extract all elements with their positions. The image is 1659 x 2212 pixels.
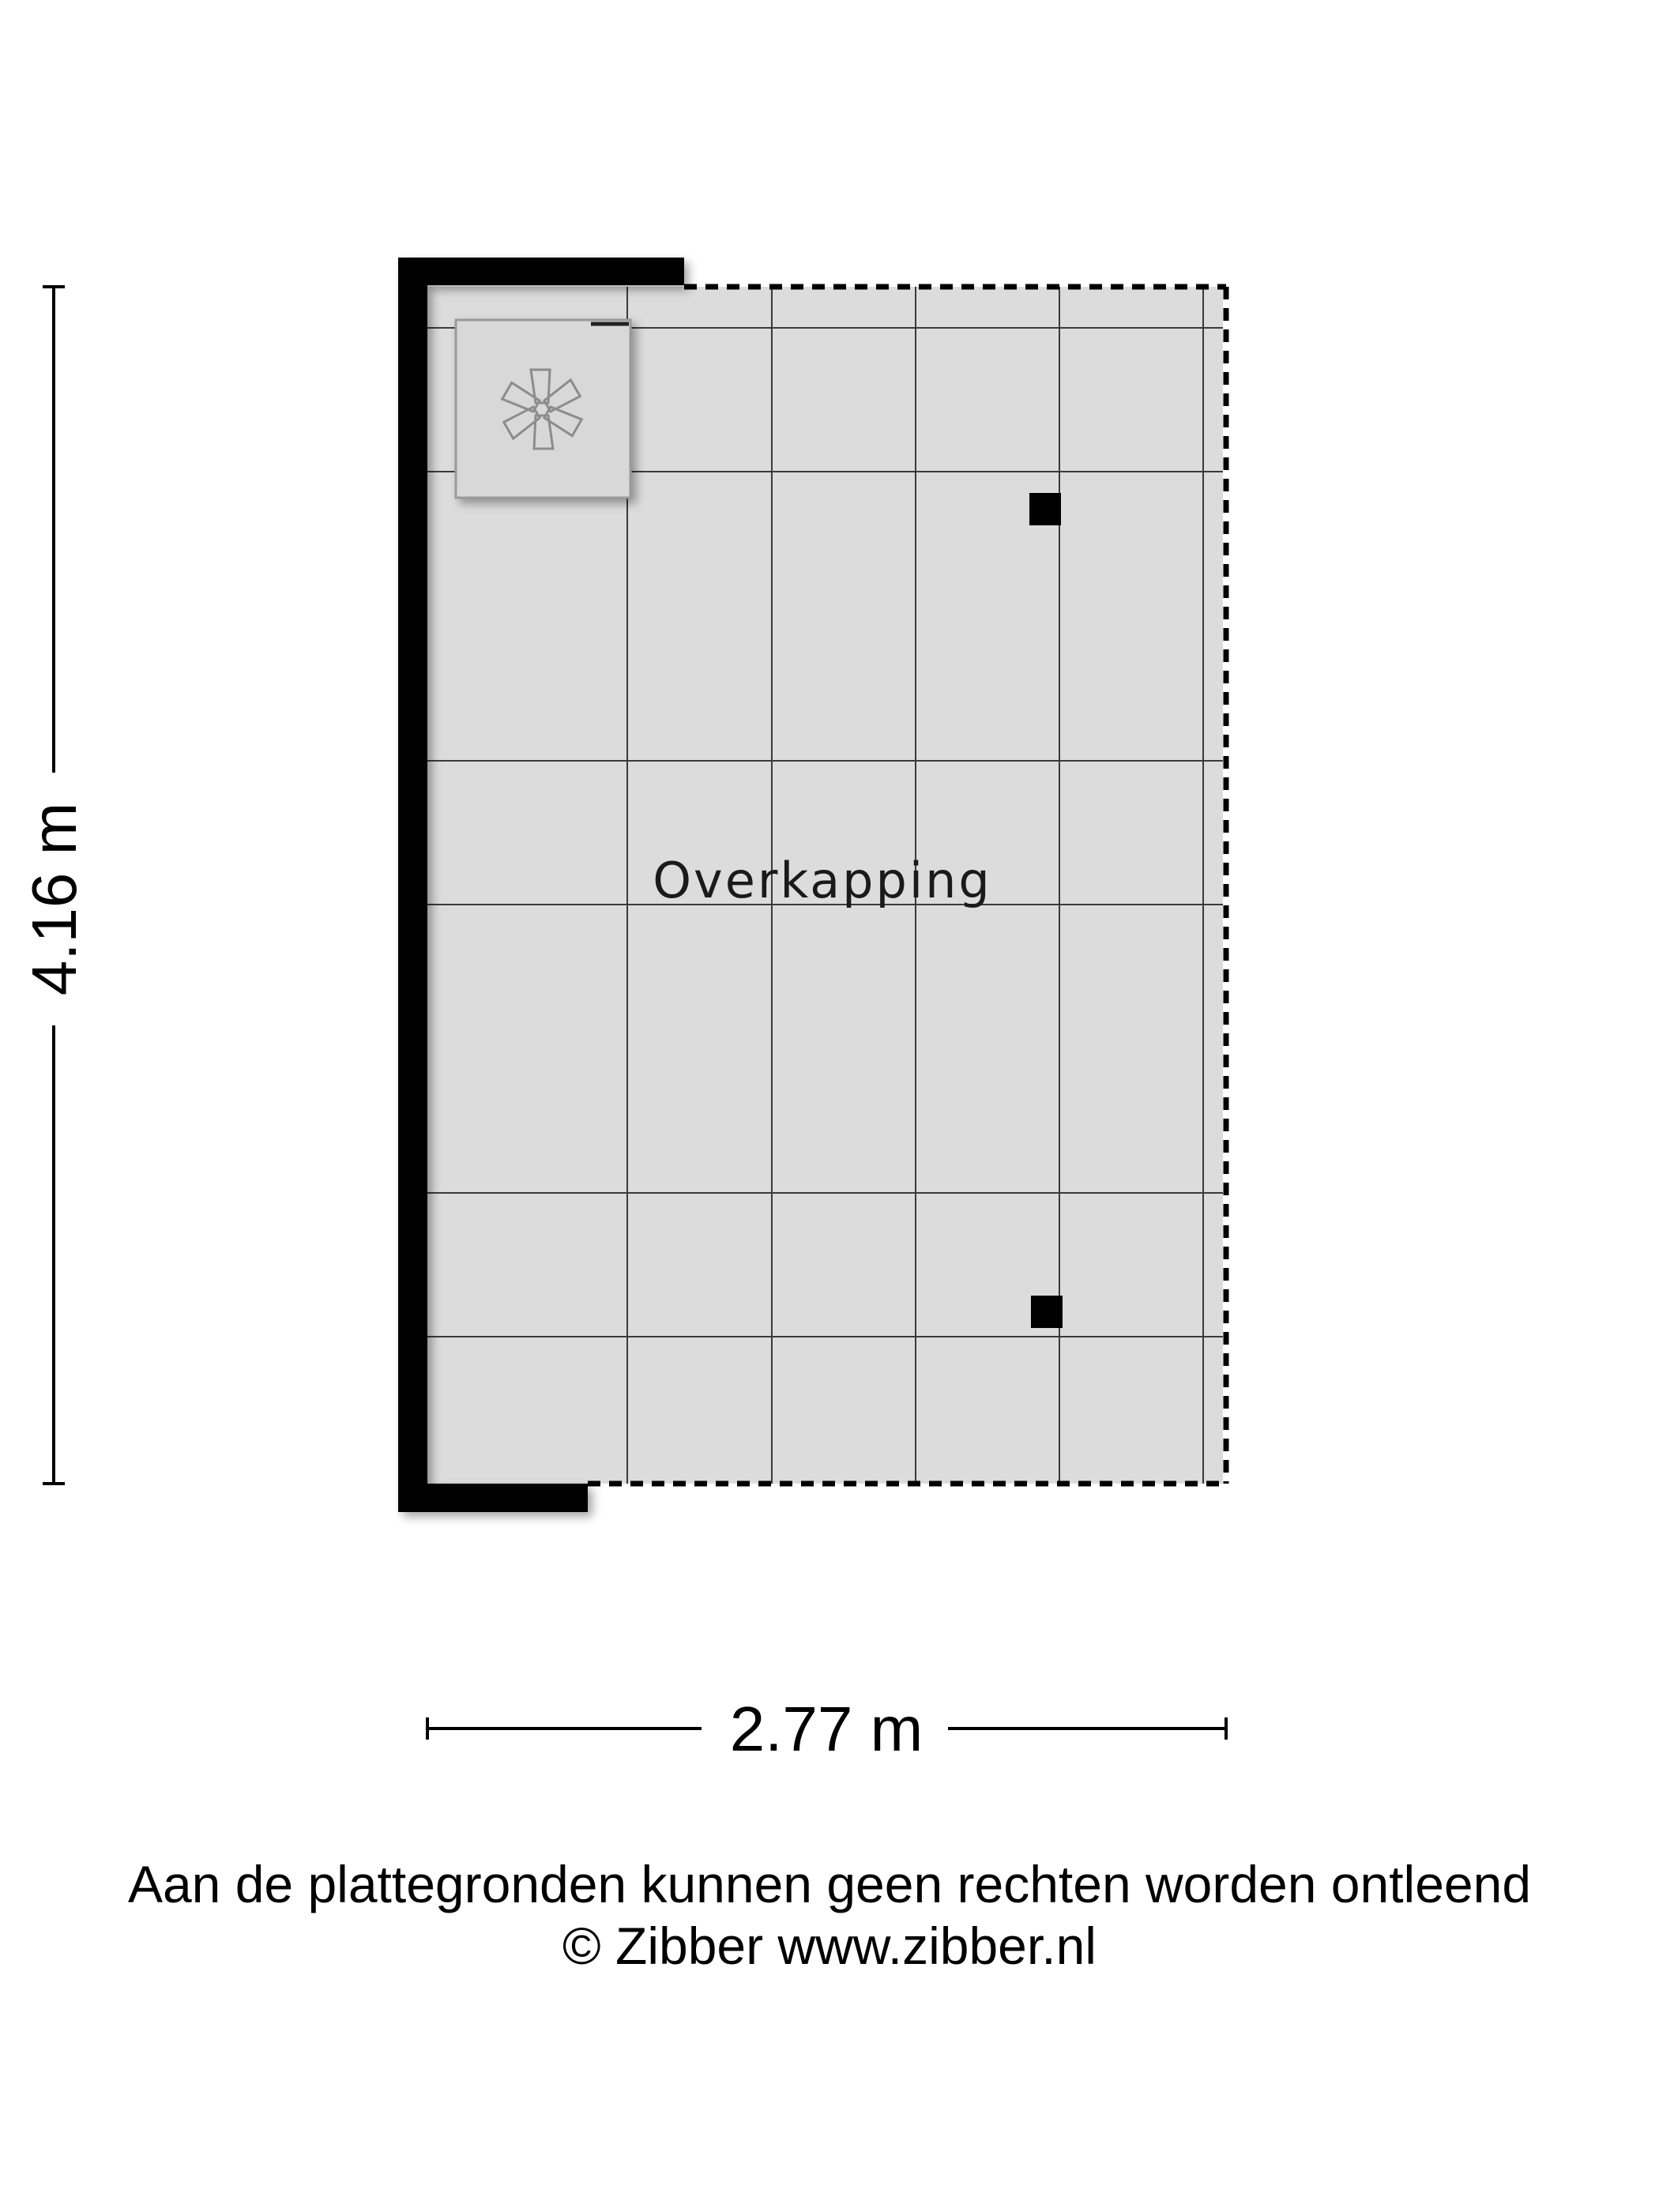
disclaimer-text: Aan de plattegronden kunnen geen rechten worden ontleend [127,1855,1532,1913]
width-label: 2.77 m [729,1694,924,1764]
column-post [1031,1296,1063,1328]
copyright-text: © Zibber www.zibber.nl [562,1917,1097,1975]
outdoor-unit [456,320,630,498]
room-label: Overkapping [653,852,992,909]
height-label: 4.16 m [19,802,89,996]
column-post [1029,493,1061,525]
